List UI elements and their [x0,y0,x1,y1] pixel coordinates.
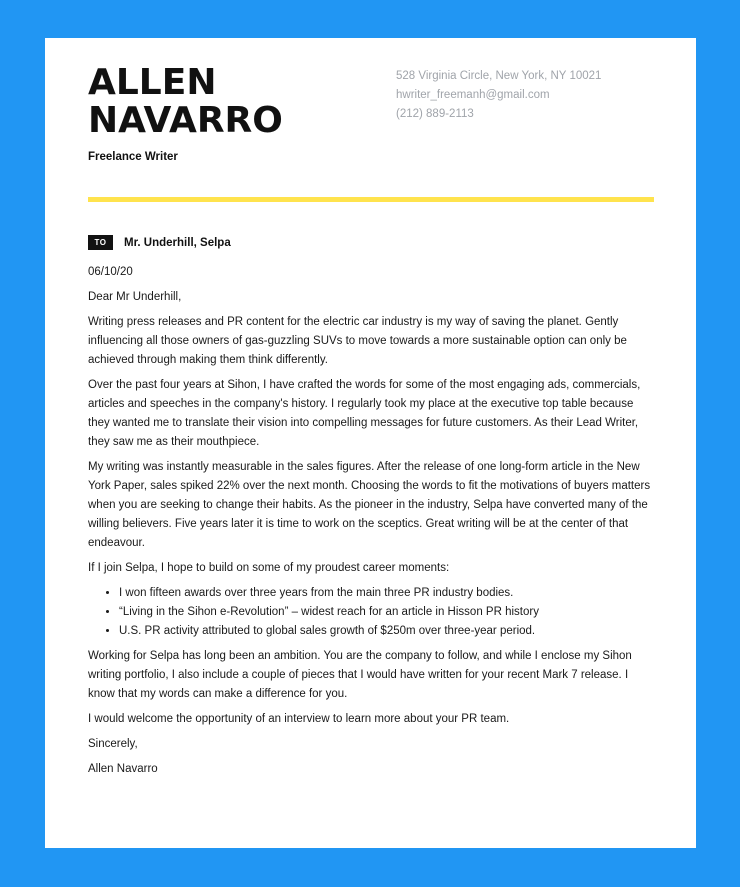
job-title: Freelance Writer [88,151,178,163]
recipient-row [88,235,231,250]
header-divider [88,197,654,202]
applicant-first-name: ALLEN [88,62,217,103]
letter-paragraph: If I join Selpa, I hope to build on some of my proudest career moments: [88,562,450,574]
letter-signature: Allen Navarro [88,763,158,775]
cover-letter-page [45,38,696,848]
achievement-list [88,584,658,641]
achievement-item: • U.S. PR activity attributed to global sales growth of $250m over three-year period. [119,622,658,641]
letter-paragraph: Working for Selpa has long been an ambition. You are the company to follow, and while I enclose my Sihon writing portfolio, I also include a couple of pieces that I would have written for your recent Mark 7 release. I know that my words can make a difference for you. [88,650,632,700]
letter-greeting: Dear Mr Underhill, [88,291,182,303]
applicant-name [88,64,283,140]
letter-date: 06/10/20 [88,266,133,278]
to-badge: TO [88,235,113,250]
achievement-item: • “Living in the Sihon e-Revolution” – widest reach for an article in Hisson PR history [119,603,658,622]
contact-address: 528 Virginia Circle, New York, NY 10021 [396,70,602,82]
letter-signoff: Sincerely, [88,738,138,750]
achievement-item: • I won fifteen awards over three years from the main three PR industry bodies. [119,584,658,603]
letter-paragraph: I would welcome the opportunity of an interview to learn more about your PR team. [88,713,510,725]
contact-phone: (212) 889-2113 [396,108,474,120]
contact-info [396,67,601,124]
applicant-last-name: NAVARRO [88,100,283,141]
letter-paragraph: Writing press releases and PR content for the electric car industry is my way of saving the planet. Gently influencing all those owners of gas-guzzling SUVs to move towards a more sustainable option can only be achieved through making them think differently. [88,316,627,366]
contact-email: hwriter_freemanh@gmail.com [396,89,550,101]
recipient-name: Mr. Underhill, Selpa [124,236,231,249]
letter-paragraph: My writing was instantly measurable in the sales figures. After the release of one long-form article in the New York Paper, sales spiked 22% over the next month. Choosing the words to fit the motivations of buyers matters when you are seeking to change their habits. As the pioneer in the industry, Selpa have converted many of the willing believers. Five years later it is time to work on the sceptics. Great writing will be at the center of that endeavour. [88,461,651,549]
letter-body [88,263,658,785]
letter-paragraph: Over the past four years at Sihon, I have crafted the words for some of the most engaging ads, commercials, articles and speeches in the company's history. I regularly took my place at the executive top table because they wanted me to translate their vision into compelling messages for future customers. As their Lead Writer, they saw me as their mouthpiece. [88,379,641,448]
